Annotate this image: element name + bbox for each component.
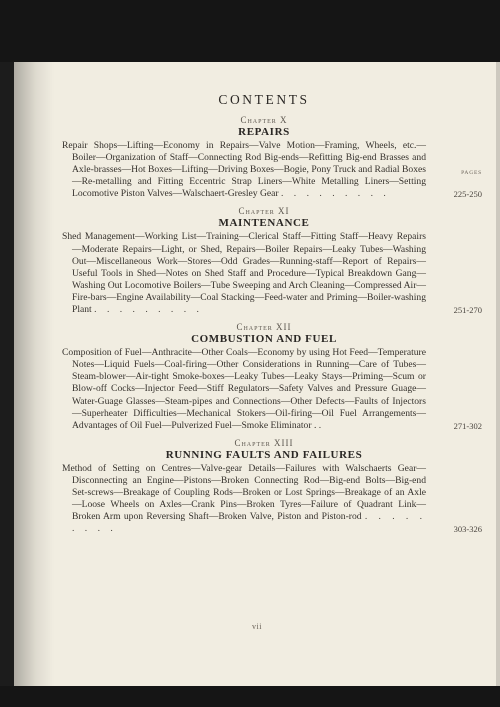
chapter-pages: 225-250 (453, 189, 482, 200)
chapter-number: Chapter XI (238, 206, 290, 217)
contents-block (62, 92, 482, 541)
chapter-pages: 251-270 (453, 305, 482, 316)
chapter-pages: 303-326 (453, 524, 482, 535)
chapter-number: Chapter XIII (234, 437, 294, 448)
chapter-topics: Repair Shops—Lifting—Economy in Repairs—Valve Motion—Framing, Wheels, etc.—Boiler—Organization of Staff—Connecting Rod Big-ends—Refitting Big-end Brasses and Axle-brasses—Hot Boxes—Lifting—Driving Boxes—Bogie, Pony Truck and Radial Boxes—Re-metalling and Fitting Eccentric Strap Liners—White Metalling Liners—Setting Locomotive Piston Valves—Walschaert-Gresley Gear (62, 140, 426, 200)
chapter-entry (62, 206, 482, 316)
dot-leaders: . (318, 419, 326, 431)
scan-bottom-border (0, 686, 500, 707)
scan-top-border (0, 0, 500, 62)
chapter-title: MAINTENANCE (218, 217, 310, 230)
chapter-title: RUNNING FAULTS AND FAILURES (165, 448, 363, 461)
chapter-topics: Shed Management—Working List—Training—Clerical Staff—Fitting Staff—Heavy Repairs—Moderate Repairs—Light, or Shed, Repairs—Boiler Repairs—Leaky Tubes—Washing Out—Miscellaneous Work—Stores—Odd Grades—Running-staff—Report of Repairs—Useful Tools in Shed—Notes on Shed Staff and Procedure—Typical Breakdown Gang—Washing Out Locomotive Boilers—Tube Sweeping and Arch Cleaning—Compressed Air—Fire-bars—Engine Availability—Coal Stacking—Feed-water and Priming—Boiler-washing Plant (62, 231, 426, 316)
dot-leaders: . . . . . . . . . (281, 188, 390, 200)
contents-heading: CONTENTS (218, 92, 310, 107)
chapter-entry (62, 322, 482, 432)
pages-column-label: PAGES (461, 170, 482, 176)
chapter-topics: Method of Setting on Centres—Valve-gear Details—Failures with Walschaerts Gear—Disconnecting an Engine—Pistons—Broken Connecting Rod—Big-end Bolts—Big-end Set-screws—Breakage of Coupling Rods—Broken or Lost Springs—Breakage of an Axle—Loose Wheels on Axles—Crank Pins—Broken Tyres—Failure of Quadrant Link—Broken Arm upon Reversing Shaft—Broken Valve, Piston and Piston-rod (62, 462, 426, 523)
page-edge (496, 62, 500, 686)
chapter-summary (62, 347, 482, 432)
chapter-title: COMBUSTION AND FUEL (191, 333, 337, 346)
dot-leaders: . . . . . . . . . (72, 511, 426, 535)
chapter-entry (62, 437, 482, 536)
dot-leaders: . . . . . . . . . (94, 304, 203, 316)
gutter-shadow (14, 62, 54, 686)
chapter-summary (62, 462, 482, 536)
chapter-title: REPAIRS (238, 126, 290, 138)
chapter-summary (62, 231, 482, 316)
chapter-number: Chapter XII (236, 322, 292, 333)
book-page (14, 62, 500, 686)
chapter-topics: Composition of Fuel—Anthracite—Other Coals—Economy by using Hot Feed—Temperature Notes—Liquid Fuels—Coal-firing—Other Considerations in Running—Care of Tubes—Steam-blower—Air-tight Smoke-boxes—Leaky Tubes—Leaky Stays—Priming—Scum or Blow-off Cocks—Injector Feed—Stiff Regulators—Safety Valves and Pressure Guage—Water-Guage Glasses—Steam-pipes and Connections—Other Defects—Faults of Injectors—Superheater Difficulties—Mechanical Stokers—Oil-firing—Oil Fuel Arrangements—Advantages of Oil Fuel—Pulverized Fuel—Smoke Eliminator . (62, 347, 426, 431)
page-folio: vii (252, 622, 262, 631)
chapter-number: Chapter X (240, 115, 288, 125)
chapter-pages: 271-302 (453, 420, 482, 431)
